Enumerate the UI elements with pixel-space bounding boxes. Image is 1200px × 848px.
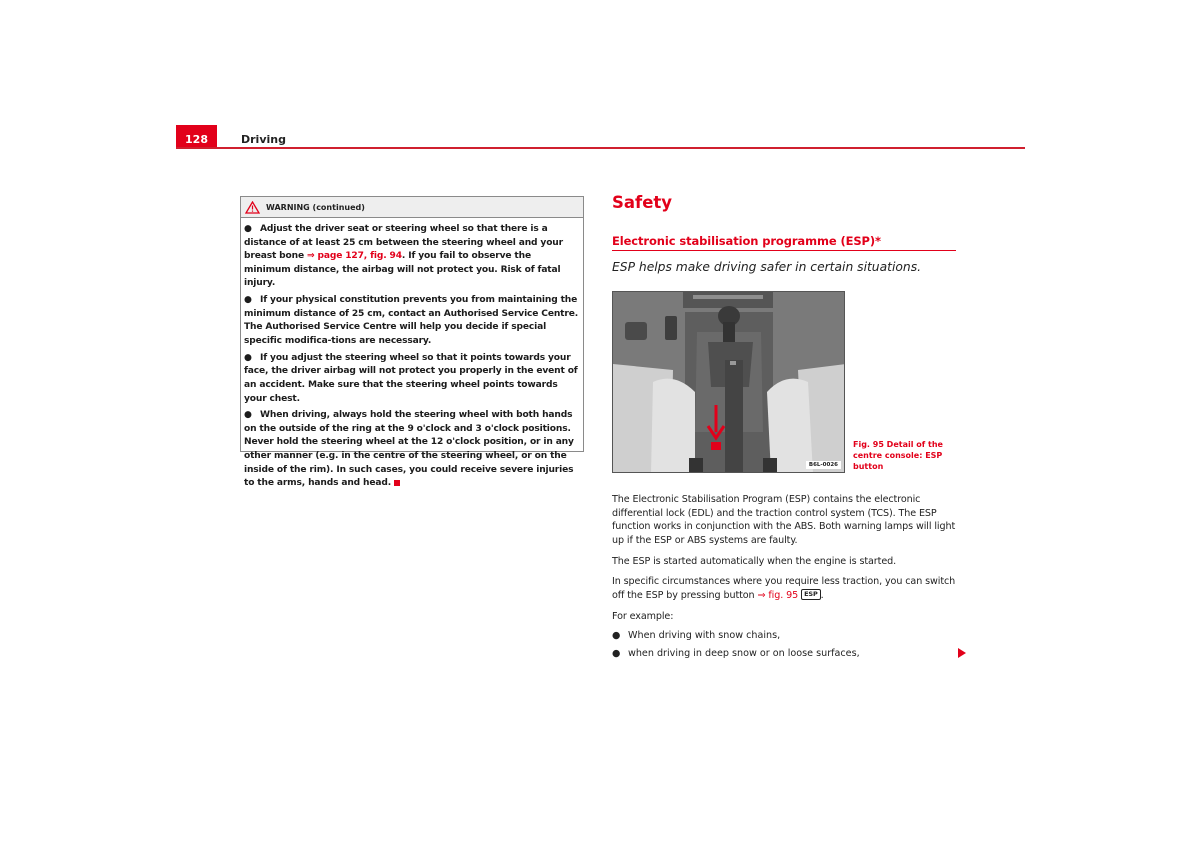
paragraph: The Electronic Stabilisation Program (ESP) contains the electronic differential lock (EDL) and the traction control system (TCS). The ESP function works in conjunction with the ABS. Both warning lamps will light up if the ESP or ABS systems are faulty. — [612, 494, 956, 547]
figure-reference-link[interactable]: ⇒ fig. 95 — [757, 589, 799, 601]
list-item: ● When driving with snow chains, — [612, 630, 781, 641]
paragraph: The ESP is started automatically when the engine is started. — [612, 556, 897, 567]
figure-caption: Fig. 95 Detail of the centre console: ESP button — [853, 440, 943, 471]
next-page-arrow-icon[interactable] — [958, 648, 966, 658]
figure-code: B6L-0026 — [806, 461, 841, 469]
end-of-section-icon — [394, 480, 400, 486]
esp-button-icon: ESP — [801, 589, 821, 600]
warning-header — [241, 197, 583, 218]
header-rule — [176, 147, 1025, 149]
section-title: Driving — [241, 133, 286, 146]
lead-text: ESP helps make driving safer in certain situations. — [612, 260, 922, 274]
centre-console-illustration — [613, 292, 845, 473]
warning-body — [241, 218, 583, 491]
warning-item: ● If you adjust the steering wheel so that it points towards your face, the driver airbag will not protect you properly in the event of an accident. Make sure that the steering wheel points towards your chest. — [244, 352, 578, 404]
subheading: Electronic stabilisation programme (ESP)* — [612, 234, 881, 248]
figure-centre-console — [612, 291, 845, 473]
warning-triangle-icon — [245, 201, 260, 214]
page-heading: Safety — [612, 193, 673, 212]
switch-off-paragraph: In specific circumstances where you require less traction, you can switch off the ESP by pressing button ⇒ fig. 95 ESP . — [612, 576, 956, 601]
subheading-rule — [612, 250, 956, 251]
list-item: ● when driving in deep snow or on loose surfaces, — [612, 648, 860, 659]
warning-box — [240, 196, 584, 489]
warning-title: WARNING (continued) — [266, 202, 365, 212]
page-reference-link[interactable]: ⇒ page 127, fig. 94 — [307, 251, 402, 262]
page-number: 128 — [185, 133, 208, 146]
example-label: For example: — [612, 611, 674, 622]
warning-item: ● Adjust the driver seat or steering wheel so that there is a distance of at least 25 cm between the steering wheel and your breast bone ⇒ page 127, fig. 94. If you fail to observe the minimum distance, the airbag will not protect you. Risk of fatal injury. — [244, 224, 563, 289]
warning-item: ● If your physical constitution prevents you from maintaining the minimum distance of 25 cm, contact an Authorised Service Centre. The Authorised Service Centre will help you decide if special specific modifica-tions are necessary. — [244, 295, 579, 346]
warning-item: ● When driving, always hold the steering wheel with both hands on the outside of the ring at the 9 o'clock and 3 o'clock positions. Never hold the steering wheel at the 12 o'clock position, or in any other manner (e.g. in the centre of the steering wheel, or on the inside of the rim). In such cases, you could receive severe injuries to the arms, hands and head. — [244, 410, 574, 489]
